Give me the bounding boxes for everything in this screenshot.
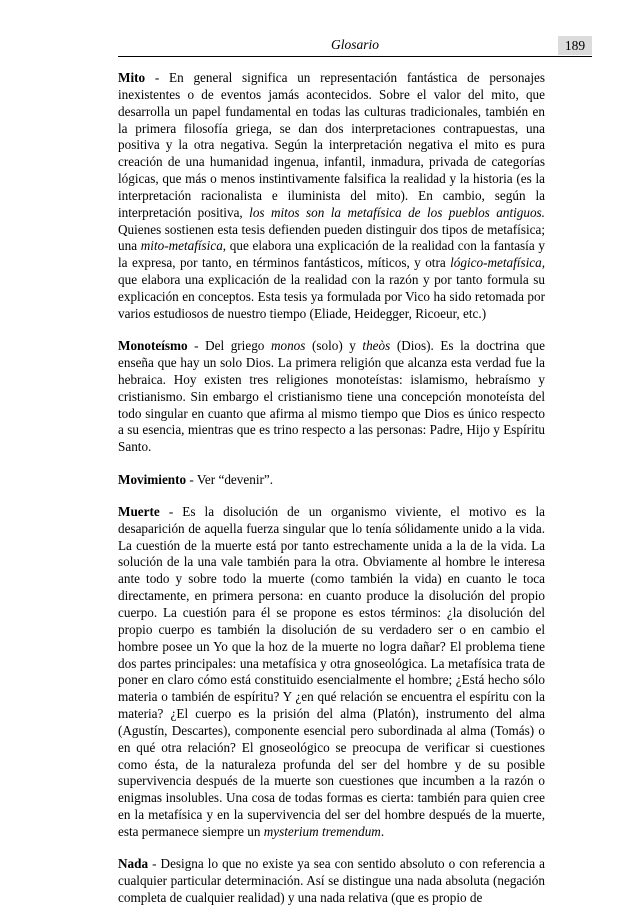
entry-text: (solo) y (305, 338, 363, 354)
entry-text: , que elabora una explicación de la realidad con la razón y por tanto formula su explicación en conceptos. Esta tesis ya formulada por Vico ha sido retomada por varios estudiosos de nuestro tiempo (Eliade, Heidegger, Ricoeur, etc.) (118, 255, 545, 321)
glossary-entry-muerte (118, 504, 545, 841)
entry-emphasis: los mitos son la metafísica de los pueblos antiguos. (249, 204, 545, 220)
glossary-entry-nada (118, 856, 545, 907)
entry-term: Nada (118, 856, 149, 872)
entry-emphasis: lógico-metafísica (450, 255, 542, 271)
glossary-entry-mito (118, 70, 545, 323)
entry-text: , que elabora una explicación de la realidad con la fantasía y la expresa, por tanto, en términos fantásticos, míticos, y otra (118, 238, 545, 271)
entry-text: - Ver “devenir”. (186, 471, 274, 487)
entry-emphasis: mito-metafísica (140, 238, 223, 254)
running-header (118, 36, 592, 57)
glossary-entry-monoteismo (118, 338, 545, 456)
entry-term: Movimiento (118, 471, 187, 487)
glossary-body (118, 70, 545, 922)
entry-term: Mito (118, 70, 146, 85)
entry-emphasis: mysterium tremendum (263, 823, 381, 839)
entry-text: Quienes sostienen esta tesis defienden pueden distinguir dos tipos de metafísica; una (118, 221, 545, 254)
header-title: Glosario (330, 37, 379, 52)
page-number: 189 (558, 36, 592, 55)
entry-emphasis: monos (270, 338, 306, 354)
entry-term: Monoteísmo (118, 338, 188, 354)
entry-term: Muerte (118, 503, 160, 519)
entry-emphasis: theòs (362, 338, 391, 354)
entry-text: - Designa lo que no existe ya sea con sentido absoluto o con referencia a cualquier particular determinación. Así se distingue una nada absoluta (negación completa de cualquier realidad) y una nada relativa (que es propio de (118, 856, 545, 905)
glossary-entry-movimiento (118, 472, 545, 489)
entry-text: - En general significa un representación fantástica de personajes inexistentes o de eventos jamás acontecidos. Sobre el valor del mito, que desarrolla un papel fundamental en todas las culturas tradicionales, también en la primera filosofía griega, se dan dos interpretaciones contrapuestas, una positiva y la otra negativa. Según la interpretación negativa el mito es pura creación de una humanidad ingenua, infantil, inmadura, privada de categorías lógicas, que más o menos instintivamente falsifica la realidad y la historia (es la interpretación racionalista e iluminista del mito). En cambio, según la interpretación positiva, (118, 70, 545, 220)
entry-text: - Es la disolución de un organismo viviente, el motivo es la desaparición de aquella fuerza singular que lo tenía sólidamente unido a la vida. La cuestión de la muerte está por tanto estrechamente unida a la de la vida. La solución de la una vale también para la otra. Obviamente al hombre le interesa ante todo y sobre todo la muerte (como también la vida) en cuanto le toca directamente, en primera persona: en cuanto produce la disolución del propio cuerpo. La cuestión para él se propone es estos términos: ¿la disolución del propio cuerpo es también la disolución de su verdadero ser o en cambio el hombre posee un Yo que la hoz de la muerte no logra dañar? El problema tiene dos partes principales: una metafísica y otra gnoseológica. La metafísica trata de poner en claro cómo está constituido esencialmente el hombre; ¿Está hecho sólo materia o también de espíritu? Y ¿en qué relación se encuentra el espíritu con la materia? ¿El cuerpo es la prisión del alma (Platón), instrumento del alma (Agustín, Descartes), componente esencial pero subordinada al alma (Tomás) o en qué otra relación? El gnoseológico se preocupa de verificar si cuestiones como ésta, de la naturaleza profunda del ser del hombre y de su posible supervivencia después de la muerte son cuestiones que incumben a la razón o enigmas insolubles. Una cosa de todas formas es cierta: también para quien cree en la metafísica y en la supervivencia del ser del hombre después de la muerte, esta permanece siempre un (118, 503, 545, 839)
entry-text: - Del griego (187, 338, 271, 354)
entry-text: (Dios). Es la doctrina que enseña que hay un solo Dios. La primera religión que alcanza esta verdad fue la hebraica. Hoy existen tres religiones monoteístas: islamismo, hebraísmo y cristianismo. Sin embargo el cristianismo tiene una concepción monoteísta del todo singular en cuanto que afirma al mismo tiempo que Dios es único respecto a su esencia, mientras que es trino respecto a las personas: Padre, Hijo y Espíritu Santo. (118, 338, 545, 455)
entry-text: . (380, 823, 385, 839)
